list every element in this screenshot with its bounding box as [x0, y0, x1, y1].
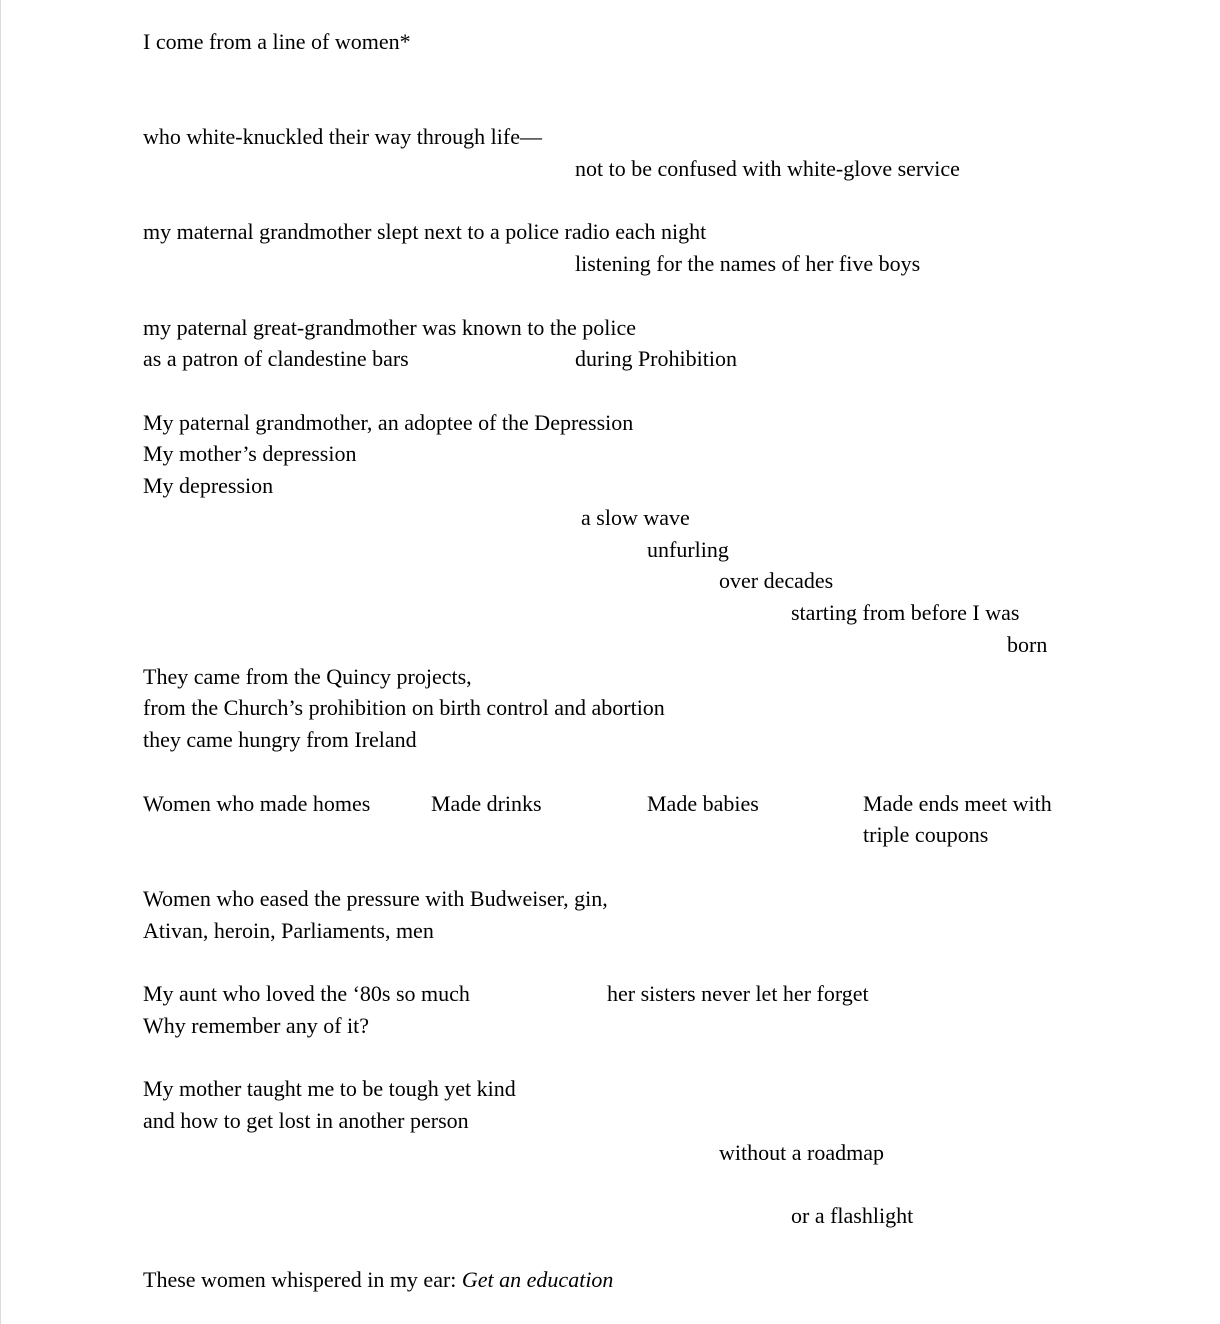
poem-line: they came hungry from Ireland: [143, 727, 417, 752]
poem-line: or a flashlight: [791, 1203, 914, 1228]
poem-line: her sisters never let her forget: [607, 981, 869, 1006]
poem-line: They came from the Quincy projects,: [143, 664, 472, 689]
poem-line: Why remember any of it?: [143, 1013, 370, 1038]
closing-line-text: These women whispered in my ear:: [143, 1267, 462, 1292]
poem-column-text: Made babies: [647, 791, 759, 816]
poem-line: who white-knuckled their way through life—: [143, 124, 542, 149]
poem-wave-line: born: [1007, 632, 1048, 657]
poem-line: My depression: [143, 473, 274, 498]
poem-column-text: Made drinks: [431, 791, 542, 816]
poem-line: Ativan, heroin, Parliaments, men: [143, 918, 434, 943]
poem-wave-line: over decades: [719, 568, 834, 593]
poem-column-text: Made ends meet with: [863, 791, 1052, 816]
poem-line: my paternal great-grandmother was known to the police: [143, 315, 637, 340]
poem-line: from the Church’s prohibition on birth control and abortion: [143, 695, 665, 720]
poem-wave-line: unfurling: [647, 537, 729, 562]
poem-title: I come from a line of women*: [143, 29, 411, 54]
poem-line: My mother’s depression: [143, 441, 357, 466]
poem-column-text: triple coupons: [863, 822, 989, 847]
poem-line: and how to get lost in another person: [143, 1108, 469, 1133]
poem-closing-line: [143, 1267, 613, 1293]
poem-line: My paternal grandmother, an adoptee of the Depression: [143, 410, 634, 435]
poem-line: as a patron of clandestine bars: [143, 346, 409, 371]
poem-line: without a roadmap: [719, 1140, 884, 1165]
poem-line: my maternal grandmother slept next to a police radio each night: [143, 219, 707, 244]
poem-line: during Prohibition: [575, 346, 737, 371]
poem-line: Women who eased the pressure with Budweiser, gin,: [143, 886, 608, 911]
poem-line: My mother taught me to be tough yet kind: [143, 1076, 516, 1101]
poem-line: listening for the names of her five boys: [575, 251, 921, 276]
poem-wave-line: starting from before I was: [791, 600, 1020, 625]
closing-line-italic: Get an education: [461, 1267, 614, 1292]
poem-line: My aunt who loved the ‘80s so much: [143, 981, 470, 1006]
poem-wave-line: a slow wave: [581, 505, 690, 530]
poem-column-text: Women who made homes: [143, 791, 371, 816]
page-left-border: [0, 0, 1, 1324]
poem-line: not to be confused with white-glove service: [575, 156, 960, 181]
